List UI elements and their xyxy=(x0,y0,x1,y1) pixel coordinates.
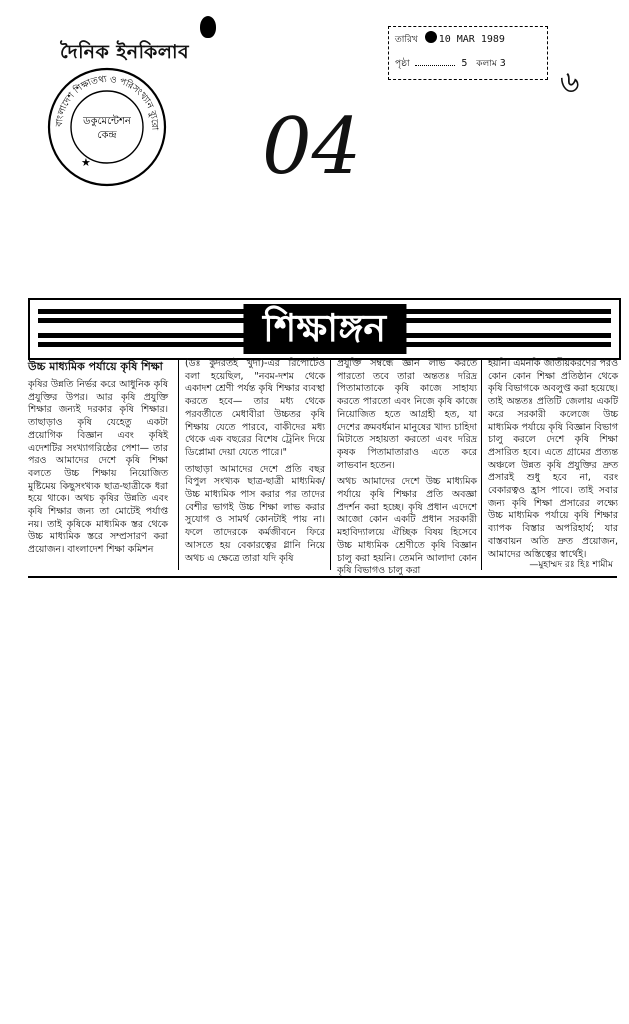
handwritten-page-number: 04 xyxy=(262,102,362,192)
page-underline xyxy=(415,65,455,66)
column-label: কলাম xyxy=(476,59,497,69)
article-column-2 xyxy=(178,358,325,570)
page-value: 5 xyxy=(461,58,468,69)
column-value: 3 xyxy=(499,58,506,69)
clipping-info-box xyxy=(388,26,548,80)
article-paragraph: অথচ আমাদের দেশে উচ্চ মাধ্যমিক পর্যায়ে কৃষি শিক্ষার প্রতি অবজ্ঞা প্রদর্শন করা হচ্ছে। কৃষি প্রধান এদেশে আজো কোন একটি প্রধান সরকারী মহাবিদ্যালয়ে ঐচ্ছিক বিষয় হিসেবে উচ্চ মাধ্যমিক শ্রেণীতে কৃষি বিজ্ঞান চালু করা হয়নি। তেমনি আলাদা কোন কৃষি বিভাগও চালু করা xyxy=(337,476,477,577)
date-label: তারিখ xyxy=(395,35,418,45)
date-value: 10 MAR 1989 xyxy=(438,34,505,45)
article-byline: —মুহাম্মদ রঃ হিঃ শামীম xyxy=(529,560,613,570)
article-paragraph: হয়নি। এমনকি জাতীয়করণের পরও কোন কোন শিক্ষা প্রতিষ্ঠান থেকে কৃষি বিভাগকে অবলুপ্ত করা হয়েছে। তাই অন্ততঃ প্রতিটি জেলায় একটি করে সরকারী কলেজে উচ্চ মাধ্যমিক পর্যায়ে কৃষি বিজ্ঞান বিভাগ চালু করলে দেশে কৃষি শিক্ষা প্রসারিত হবে। এতে গ্রামের প্রত্যন্ত অঞ্চলে উন্নত কৃষি প্রযুক্তির দ্রুত প্রসারই শুধু হবে না, বরং বেকারত্বও হ্রাস পাবে। তাই সবার জন্য কৃষি শিক্ষা প্রসারের লক্ষ্যে উচ্চ মাধ্যমিক পর্যায়ে কৃষি শিক্ষার ব্যাপক বিস্তার অপরিহার্য; যার বাস্তবায়ন অতি দ্রুত প্রয়োজন, আমাদের অস্তিত্বের স্বার্থেই। xyxy=(488,358,618,560)
ink-blot xyxy=(200,16,216,38)
article-column-3 xyxy=(330,358,477,577)
article-paragraph: (ডঃ কুদরতই খুদা)-এর রিপোর্টেও বলা হয়েছিল, "নবম-দশম থেকে একাদশ শ্রেণী পর্যন্ত কৃষি শিক্ষার ব্যবস্থা করতে হবে— তার মধ্য থেকে পরবর্তীতে মেধাবীরা উচ্চতর কৃষি শিক্ষায় যেতে পারবে, বাকীদের মধ্য থেকে এক বছরের বিশেষ ট্রেনিং দিয়ে ডিপ্লোমা দেয়া যেতে পারে।" xyxy=(185,358,325,458)
article xyxy=(28,358,617,578)
stamp-center-line2: কেন্দ্র xyxy=(97,130,117,141)
banner-title: শিক্ষাঙ্গন xyxy=(243,304,406,354)
stamp-star-icon: ★ xyxy=(81,156,91,169)
article-paragraph: কৃষির উন্নতি নির্ভর করে আধুনিক কৃষি প্রযুক্তির উপর। আর কৃষি প্রযুক্তি শিক্ষার জন্যই দরকার কৃষি শিক্ষার। তাছাড়াও কৃষি যেহেতু একটা প্রয়োগিক বিজ্ঞান এবং কৃষিই এদেশটির সংখ্যাগরিষ্ঠের পেশা— তার পরও আমাদের দেশে কৃষি শিক্ষা বলতে উচ্চ শিক্ষায় নিয়োজিত মুষ্টিমেয় কিছুসংখ্যক ছাত্র-ছাত্রীকে ধরা হয়ে থাকে। অথচ কৃষির উন্নতি এবং কৃষি শিক্ষার জন্য তা মোটেই পর্যাপ্ত নয়। তাই কৃষিকে মাধ্যমিক স্তর থেকে উচ্চ মাধ্যমিক স্তরে সম্প্রসারণ করা প্রয়োজন। বাংলাদেশ শিক্ষা কমিশন xyxy=(28,379,168,556)
article-paragraph: প্রযুক্তি সম্বন্ধে জ্ঞান লাভ করতে পারতো তবে তারা অন্ততঃ দরিদ্র পিতামাতাকে কৃষি কাজে সাহায্য করতে পারতো এবং নিজে কৃষি কাজে নিয়োজিত হতে আগ্রহী হত, যা দেশের ক্রমবর্ধমান মানুষের খাদ্য চাহিদা মিটাতে সহায়তা করতো এবং দরিদ্র কৃষক পিতামাতারাও এতে করে লাভবান হতেন। xyxy=(337,358,477,471)
documentation-center-stamp xyxy=(46,66,168,188)
handwritten-corner-mark: ৬ xyxy=(560,65,580,100)
article-heading: উচ্চ মাধ্যমিক পর্যায়ে কৃষি শিক্ষা xyxy=(28,360,163,373)
article-column-4 xyxy=(481,358,618,570)
article-column-1 xyxy=(28,358,168,570)
clip-date-row xyxy=(395,32,505,47)
newspaper-name: দৈনিক ইনকিলাব xyxy=(60,41,190,63)
stamp-ring-text: বাংলাদেশ শিক্ষাতথ্য ও পরিসংখ্যান ব্যুরো xyxy=(54,74,160,131)
article-paragraph: তাছাড়া আমাদের দেশে প্রতি বছর বিপুল সংখ্যক ছাত্র-ছাত্রী মাধ্যমিক/উচ্চ মাধ্যমিক পাস করার পর তাদের বেশীর ভাগই উচ্চ শিক্ষা লাভ করার সুযোগ ও সামর্থ কোনটাই পায় না। ফলে তাদেরকে কর্মজীবনে ফিরে আসতে হয় বেকারত্বের গ্লানি নিয়ে অথচ এ ক্ষেত্রে তারা যদি কৃষি xyxy=(185,463,325,564)
page-label: পৃষ্ঠা xyxy=(395,59,410,69)
stamp-center-line1: ডকুমেন্টেশন xyxy=(83,116,131,127)
clip-page-row xyxy=(395,56,506,71)
section-banner xyxy=(28,298,621,360)
